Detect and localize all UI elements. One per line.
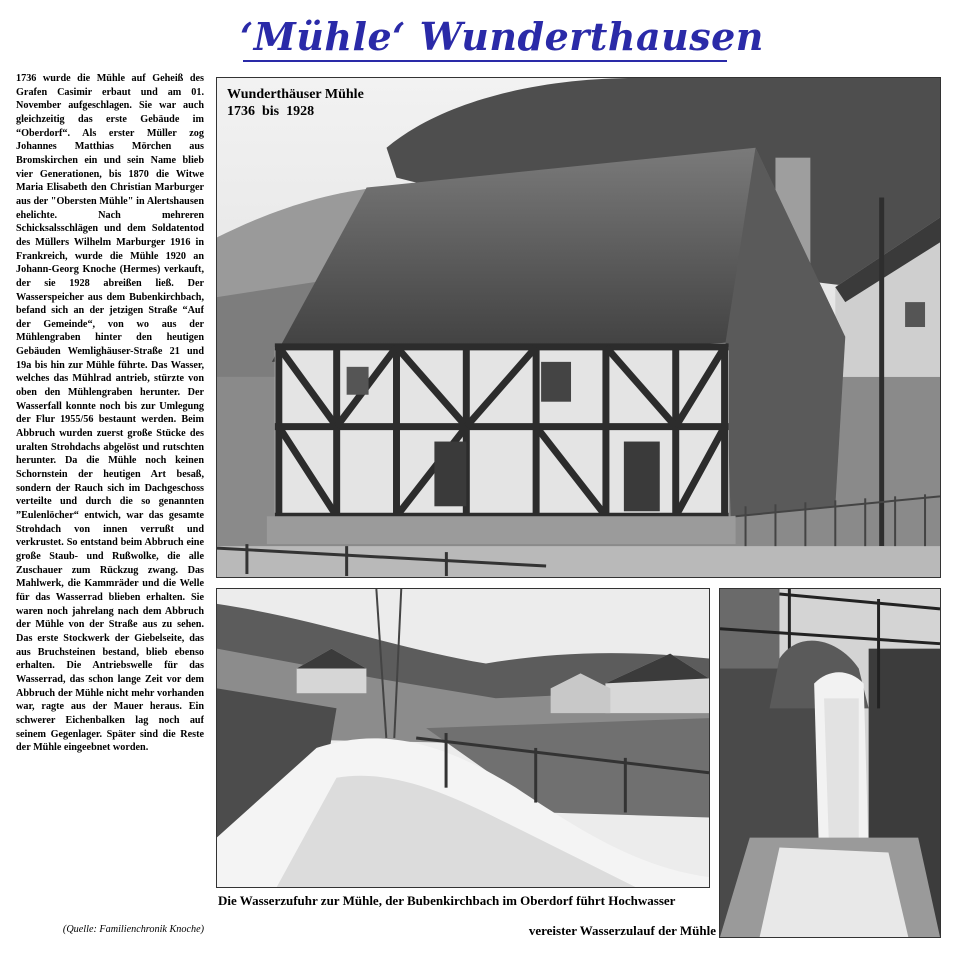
mill-photo-caption-line1: Wunderthäuser Mühle (227, 87, 364, 102)
brook-photo-caption: Die Wasserzufuhr zur Mühle, der Bubenkirchbach im Oberdorf führt Hochwasser (218, 893, 676, 908)
mill-photo (216, 77, 941, 578)
brook-photo (216, 588, 710, 888)
mill-photo-caption (227, 86, 364, 120)
article-source: (Quelle: Familienchronik Knoche) (62, 924, 204, 935)
title-underline (243, 60, 727, 62)
page-title: ‘Mühle‘ Wunderthausen (240, 14, 764, 59)
article-text: 1736 wurde die Mühle auf Geheiß des Grafen Casimir erbaut und am 01. November aufgeschlagen. Sie war auch gleichzeitig das erste Gebäude im “Oberdorf“. Als erster Müller zog Johannes Matthias Mörchen aus Bromskirchen ein und sein Name blieb vier Generationen, bis 1870 die Witwe Maria Elisabeth den Christian Marburger aus der "Obersten Mühle" in Alertshausen ehelichte. Nach mehreren Schicksalsschlägen und dem Soldatentod des Müllers Wilhelm Marburger 1916 in Frankreich, wurde die Mühle 1920 an Johann-Georg Knoche (Hermes) verkauft, der sie 1928 abreißen ließ. Der Wasserspeicher aus dem Bubenkirchbach, befand sich an der jetzigen Straße “Auf der Gemeinde“, von wo aus der Mühlengraben hinter den heutigen Gebäuden Wemlighäuser-Straße 21 und 19a bis hin zur Mühle führte. Das Wasser, welches das Mühlrad antrieb, stürzte von oben den Mühlengraben herunter. Der Wasserfall konnte noch bis zur Umlegung der Flur 1955/56 bestaunt werden. Beim Abbruch wurden zuerst große Stücke des uralten Strohdachs abgelöst und rutschten herunter. Da die Mühle noch keinen Schornstein der heutigen Art besaß, sondern der Rauch sich im Dachgeschoss verteilte und durch die so genannten ”Eulenlöcher“ entwich, war das gesamte Strohdach von innen verrußt und verkrustet. So entstand beim Abbruch eine große Staub- und Rußwolke, die alle Zuschauer zum Rückzug zwang. Das Mahlwerk, die Kammräder und die Welle für das Wasserrad blieben erhalten. Sie waren noch jahrelang nach dem Abbruch der Mühle von der Straße aus zu sehen. Das erste Stockwerk der Giebelseite, das aus Bruchsteinen bestand, blieb ebenso erhalten. Die Antriebswelle für das Wasserrad, das schon lange Zeit vor dem Abbruch der Mühle nicht mehr vorhanden war, ragte aus der Mauer heraus. Ein schwerer Eichenbalken lag noch auf seinem Gegenlager. Später sind die Reste der Mühle eingeebnet worden. (16, 73, 204, 754)
brook-photo-image (217, 589, 709, 887)
frozen-inlet-photo-image (720, 589, 940, 937)
mill-photo-image (217, 78, 940, 577)
mill-photo-caption-line2: 1736 bis 1928 (227, 104, 315, 119)
frozen-inlet-photo (719, 588, 941, 938)
frozen-inlet-photo-caption: vereister Wasserzulauf der Mühle (528, 923, 716, 938)
